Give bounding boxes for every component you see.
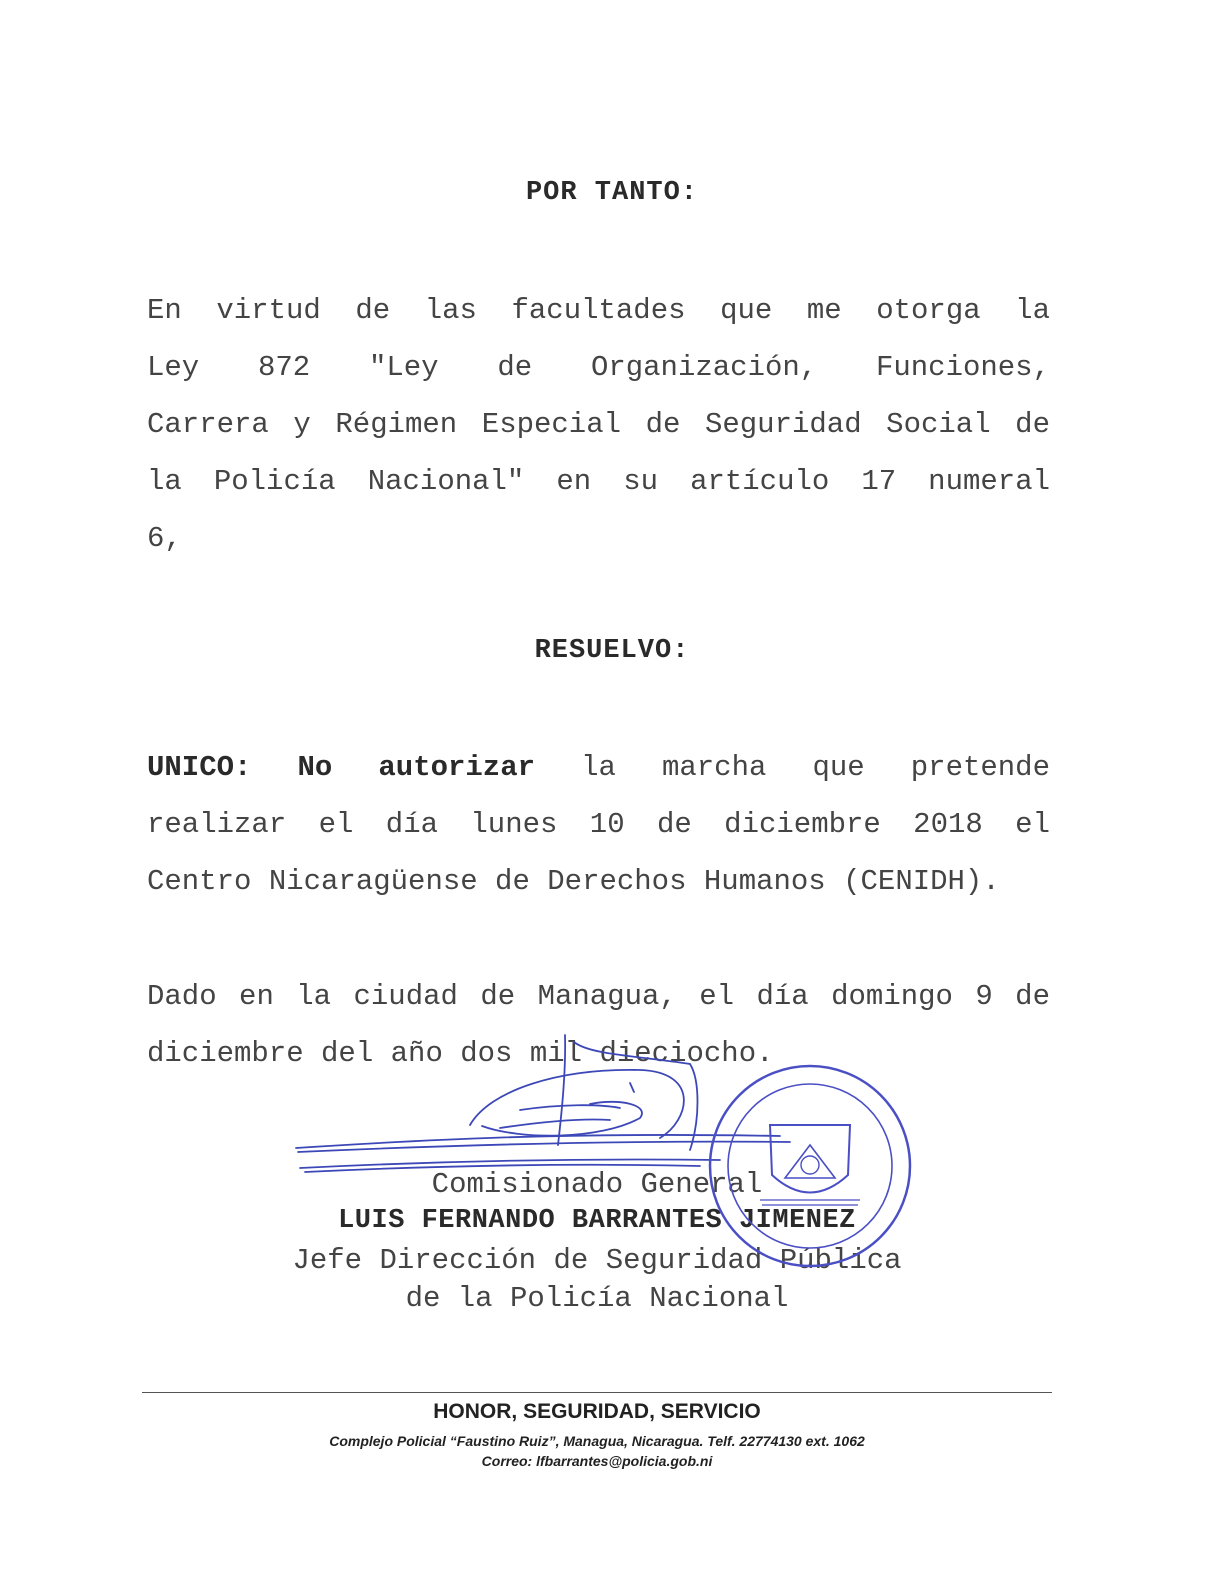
unico-line: Centro Nicaragüense de Derechos Humanos (CENIDH). bbox=[147, 865, 1000, 898]
dado-paragraph bbox=[147, 968, 1050, 1082]
heading-por-tanto: POR TANTO: bbox=[525, 178, 699, 208]
considerando-line: En virtud de las facultades que me otorga la bbox=[147, 294, 1050, 327]
signature-name: LUIS FERNANDO BARRANTES JIMENEZ bbox=[338, 1206, 856, 1236]
considerando-paragraph bbox=[147, 282, 1050, 567]
considerando-line: Ley 872 "Ley de Organización, Funciones, bbox=[147, 351, 1050, 384]
dado-line: Dado en la ciudad de Managua, el día domingo 9 de bbox=[147, 980, 1050, 1013]
signature-title-line2: de la Policía Nacional bbox=[405, 1282, 789, 1315]
heading-resuelvo: RESUELVO: bbox=[534, 636, 690, 666]
footer-address: Complejo Policial “Faustino Ruiz”, Managua, Nicaragua. Telf. 22774130 ext. 1062 bbox=[329, 1433, 865, 1449]
unico-line bbox=[147, 739, 1050, 796]
official-stamp bbox=[710, 1066, 910, 1266]
footer-motto: HONOR, SEGURIDAD, SERVICIO bbox=[433, 1400, 761, 1423]
signature-title-line1: Jefe Dirección de Seguridad Pública bbox=[292, 1244, 902, 1277]
footer-email: Correo: lfbarrantes@policia.gob.ni bbox=[481, 1453, 713, 1469]
footer-divider bbox=[142, 1392, 1052, 1393]
unico-paragraph bbox=[147, 739, 1050, 910]
considerando-line: la Policía Nacional" en su artículo 17 numeral bbox=[147, 465, 1050, 498]
signature-rank: Comisionado General bbox=[431, 1168, 763, 1201]
unico-bold-phrase: No autorizar bbox=[297, 751, 536, 784]
dado-line: diciembre del año dos mil dieciocho. bbox=[147, 1037, 774, 1070]
unico-line-rest: la marcha que pretende bbox=[581, 751, 1050, 784]
considerando-line: Carrera y Régimen Especial de Seguridad Social de bbox=[147, 408, 1050, 441]
considerando-line: 6, bbox=[147, 522, 182, 555]
unico-line: realizar el día lunes 10 de diciembre 2018 el bbox=[147, 808, 1050, 841]
unico-label: UNICO: bbox=[147, 751, 252, 784]
